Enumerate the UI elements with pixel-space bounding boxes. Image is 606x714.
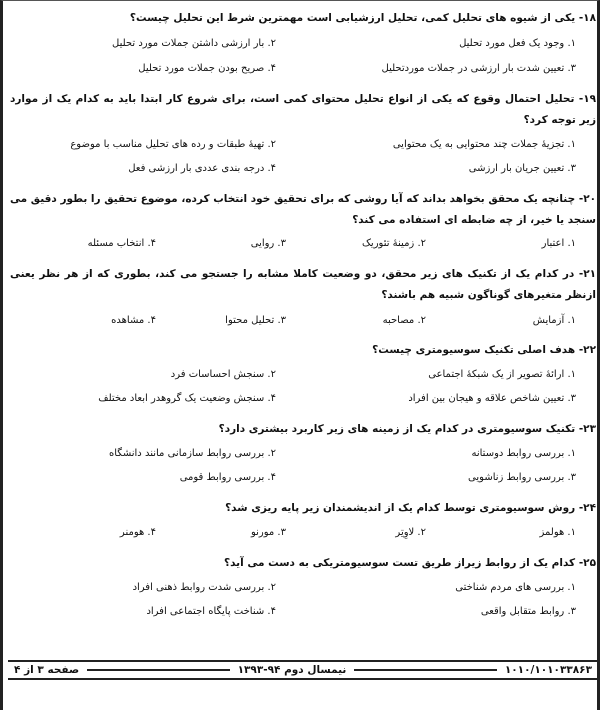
question-text: هدف اصلی تکنیک سوسیومتری چیست؟ xyxy=(372,344,576,356)
question-24: ۲۴- روش سوسیومتری توسط کدام یک از اندیشمندان زیر پایه ریزی شد؟ xyxy=(225,502,596,514)
question-text: تحلیل احتمال وقوع که یکی از انواع تحلیل محتوای کمی است، برای شروع کار ابتدا باید به کدام یک از موارد زیر توجه کرد؟ xyxy=(10,93,596,126)
option: ۳. تعیین جریان بار ارزشی xyxy=(468,163,576,174)
question-22: ۲۲- هدف اصلی تکنیک سوسیومتری چیست؟ xyxy=(372,344,596,356)
option: ۲. مصاحبه xyxy=(382,315,426,326)
option: ۲. بررسی شدت روابط ذهنی افراد xyxy=(132,582,276,593)
option: ۳. تعیین شدت بار ارزشی در جملات موردتحلیل xyxy=(381,63,576,74)
option: ۱. بررسی روابط دوستانه xyxy=(471,448,576,459)
option: ۳. روایی xyxy=(250,238,286,249)
footer-divider xyxy=(87,669,229,671)
option: ۳. تحلیل محتوا xyxy=(225,315,286,326)
option: ۱. هولمز xyxy=(539,527,576,538)
footer-divider xyxy=(354,669,496,671)
option: ۴. شناخت پایگاه اجتماعی افراد xyxy=(146,606,276,617)
option: ۲. بار ارزشی داشتن جملات مورد تحلیل xyxy=(112,38,276,49)
question-20: ۲۰- چنانچه یک محقق بخواهد بداند که آیا روشی که برای تحقیق خود انتخاب کرده، موضوع تحقیق را بطور دقیق می سنجد یا خیر، از چه ضابطه ای استفاده می کند؟ xyxy=(10,193,597,226)
question-text: روش سوسیومتری توسط کدام یک از اندیشمندان زیر پایه ریزی شد؟ xyxy=(225,502,576,514)
option: ۴. صریح بودن جملات مورد تحلیل xyxy=(138,63,276,74)
option: ۴. انتخاب مسئله xyxy=(87,238,156,249)
option: ۴. مشاهده xyxy=(111,315,156,326)
option: ۲. لاوِتِر xyxy=(395,527,426,538)
term-label: نیمسال دوم ۹۴-۱۳۹۳ xyxy=(237,664,347,676)
question-18: ۱۸- یکی از شیوه های تحلیل کمی، تحلیل ارزشیابی است مهمترین شرط این تحلیل چیست؟ xyxy=(129,12,596,24)
question-23: ۲۳- تکنیک سوسیومتری در کدام یک از زمینه های زیر کاربرد بیشتری دارد؟ xyxy=(218,423,596,435)
option: ۱. اعتبار xyxy=(541,238,576,249)
question-text: کدام یک از روابط زیراز طریق تست سوسیومتریکی به دست می آید؟ xyxy=(223,557,576,569)
page-footer xyxy=(8,660,598,680)
question-21: ۲۱- در کدام یک از تکنیک های زیر محقق، دو وضعیت کاملا مشابه را جستجو می کند، بطوری که از هر نظر یعنی ازنظر متغیرهای گوناگون شبیه هم باشند؟ xyxy=(10,268,597,301)
question-text: چنانچه یک محقق بخواهد بداند که آیا روشی که برای تحقیق خود انتخاب کرده، موضوع تحقیق را بطور دقیق می سنجد یا خیر، از چه ضابطه ای استفاده می کند؟ xyxy=(10,193,596,226)
option: ۲. زمینهٔ تئوریک xyxy=(361,238,426,249)
page-number: صفحه ۳ از ۴ xyxy=(14,664,80,676)
question-19: ۱۹- تحلیل احتمال وقوع که یکی از انواع تحلیل محتوای کمی است، برای شروع کار ابتدا باید به کدام یک از موارد زیر توجه کرد؟ xyxy=(10,93,597,126)
option: ۳. روابط متقابل واقعی xyxy=(480,606,576,617)
option: ۴. درجه بندی عددی بار ارزشی فعل xyxy=(128,163,276,174)
option: ۲. سنجش احساسات فرد xyxy=(170,369,276,380)
exam-code: ۱۰۱۰/۱۰۱۰۳۳۸۶۳ xyxy=(504,664,592,676)
option: ۲. تهیهٔ طبقات و رده های تحلیل مناسب با موضوع xyxy=(70,139,276,150)
option: ۱. وجود یک فعل مورد تحلیل xyxy=(459,38,576,49)
option: ۳. بررسی روابط زناشویی xyxy=(468,472,576,483)
question-text: یکی از شیوه های تحلیل کمی، تحلیل ارزشیابی است مهمترین شرط این تحلیل چیست؟ xyxy=(129,12,576,24)
option: ۳. مورنو xyxy=(250,527,286,538)
question-25: ۲۵- کدام یک از روابط زیراز طریق تست سوسیومتریکی به دست می آید؟ xyxy=(223,557,596,569)
option: ۱. آزمایش xyxy=(532,315,576,326)
option: ۱. بررسی های مردم شناختی xyxy=(455,582,576,593)
option: ۱. تجزیهٔ جملات چند محتوایی به یک محتوایی xyxy=(392,139,576,150)
question-text: در کدام یک از تکنیک های زیر محقق، دو وضعیت کاملا مشابه را جستجو می کند، بطوری که از هر نظر یعنی ازنظر متغیرهای گوناگون شبیه هم باشند؟ xyxy=(10,268,596,301)
option: ۴. بررسی روابط قومی xyxy=(179,472,276,483)
option: ۳. تعیین شاخص علاقه و هیجان بین افراد xyxy=(408,393,576,404)
option: ۴. هومنر xyxy=(119,527,156,538)
option: ۱. ارائهٔ تصویر از یک شبکهٔ اجتماعی xyxy=(428,369,576,380)
option: ۲. بررسی روابط سازمانی مانند دانشگاه xyxy=(109,448,276,459)
option: ۴. سنجش وضعیت یک گروهدر ابعاد مختلف xyxy=(98,393,276,404)
question-text: تکنیک سوسیومتری در کدام یک از زمینه های زیر کاربرد بیشتری دارد؟ xyxy=(218,423,576,435)
